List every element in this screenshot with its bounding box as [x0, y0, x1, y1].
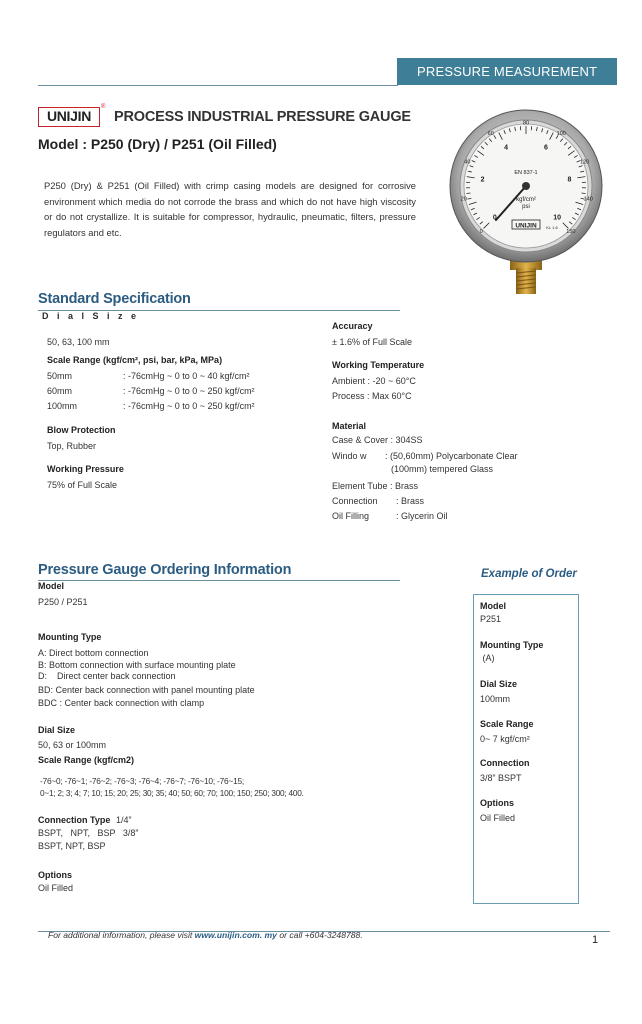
dial-number-psi: 120	[580, 159, 590, 166]
case-cover-material: Case & Cover : 304SS	[332, 435, 423, 445]
connection-options-three-eighth: BSPT, NPT, BSP	[38, 841, 106, 851]
example-field-label: Options	[480, 798, 514, 808]
window-value-large: (100mm) tempered Glass	[391, 464, 494, 474]
dial-number-psi: 100	[556, 131, 566, 138]
product-description: P250 (Dry) & P251 (Oil Filled) with crimp casing models are designed for corrosive environment which media do not corrode the brass and which do not have high viscosity or do not crystallize. It is suitable for compressor, hydraulic, pneumatic, filters, pressure regulators and etc.	[44, 180, 416, 238]
dial-units-bottom: psi	[522, 204, 530, 210]
oil-filling-key: Oil Filling	[332, 511, 370, 521]
dial-size-value: 50, 63, 100 mm	[47, 337, 110, 347]
dial-brand: UNIJIN	[515, 222, 537, 230]
example-field-value: 0~ 7 kgf/cm²	[480, 734, 530, 744]
connection-size-quarter: 1/4”	[116, 815, 132, 825]
working-pressure-label: Working Pressure	[47, 464, 124, 474]
order-model-label: Model	[38, 581, 64, 591]
accuracy-label: Accuracy	[332, 321, 373, 331]
mounting-type-label: Mounting Type	[38, 632, 102, 642]
scale-range-list-pressure: 0~1; 2; 3; 4; 7; 10; 15; 20; 25; 30; 35; 40; 50; 60; 70; 100; 150; 250; 300; 400.	[40, 788, 304, 798]
scale-row-size: 100mm	[47, 401, 78, 411]
mounting-option: BD: Center back connection with panel mounting plate	[38, 685, 255, 695]
dial-number-kgf: 10	[553, 214, 562, 222]
example-field-value: (A)	[480, 653, 495, 663]
blow-protection-value: Top, Rubber	[47, 441, 97, 451]
scale-row-range: : -76cmHg ~ 0 to 0 ~ 250 kgf/cm²	[123, 401, 255, 411]
footer-contact	[48, 930, 363, 940]
dial-number-psi: 60	[487, 131, 494, 138]
material-label: Material	[332, 421, 367, 431]
example-field-label: Dial Size	[480, 679, 518, 689]
example-field-label: Scale Range	[480, 719, 534, 729]
page-title: PROCESS INDUSTRIAL PRESSURE GAUGE	[114, 109, 411, 125]
pressure-gauge-image	[448, 108, 604, 296]
dial-size-label: D i a l S i z e	[42, 311, 140, 321]
needle-hub	[522, 182, 530, 190]
footer-prefix: For additional information, please visit	[48, 930, 195, 940]
ambient-temperature: Ambient : -20 ~ 60°C	[332, 376, 416, 386]
standard-spec-title: Standard Specification	[38, 291, 191, 307]
website-link[interactable]: www.unijin.com. my	[194, 930, 277, 940]
mounting-option: D: Direct center back connection	[38, 671, 176, 681]
section-banner: PRESSURE MEASUREMENT	[397, 58, 617, 85]
example-field-value: 100mm	[480, 694, 511, 704]
dial-number-psi: 80	[522, 120, 530, 127]
ordering-info-divider	[38, 580, 400, 581]
dial-class: KL 1.6	[546, 225, 558, 230]
model-title: Model : P250 (Dry) / P251 (Oil Filled)	[38, 136, 277, 152]
mounting-option: A: Direct bottom connection	[38, 648, 149, 658]
scale-range-list-vacuum: -76~0; -76~1; -76~2; -76~3; -76~4; -76~7; -76~10; -76~15;	[40, 776, 245, 786]
dial-number-kgf: 2	[480, 176, 485, 184]
dial-number-psi: 140	[583, 196, 593, 203]
mounting-option: BDC : Center back connection with clamp	[38, 698, 205, 708]
scale-row-size: 50mm	[47, 371, 73, 381]
dial-number-kgf: 4	[504, 144, 508, 152]
process-temperature: Process : Max 60°C	[332, 391, 412, 401]
scale-row-range: : -76cmHg ~ 0 to 0 ~ 250 kgf/cm²	[123, 386, 255, 396]
connection-options-quarter: BSPT, NPT, BSP 3/8”	[38, 828, 139, 838]
scale-row-range: : -76cmHg ~ 0 to 0 ~ 40 kgf/cm²	[123, 371, 250, 381]
scale-row-size: 60mm	[47, 386, 73, 396]
example-field-value: Oil Filled	[480, 813, 516, 823]
scale-range-label: Scale Range (kgf/cm², psi, bar, kPa, MPa)	[47, 355, 223, 365]
dial-number-kgf: 6	[544, 144, 548, 152]
oil-filling-value: : Glycerin Oil	[396, 511, 448, 521]
registered-mark: ®	[101, 104, 106, 110]
example-field-label: Connection	[480, 758, 530, 768]
example-field-value: P251	[480, 614, 502, 624]
dial-units-top: kgf/cm²	[516, 197, 536, 203]
dial-tick	[582, 193, 586, 194]
dial-number-psi: 150	[566, 228, 576, 235]
working-pressure-value: 75% of Full Scale	[47, 480, 118, 490]
order-dial-size-value: 50, 63 or 100mm	[38, 740, 107, 750]
dial-number-kgf: 0	[492, 214, 497, 222]
connection-material-value: : Brass	[396, 496, 425, 506]
window-key: Windo w	[332, 451, 367, 461]
dial-standard: EN 837-1	[514, 170, 538, 176]
connection-type-label: Connection Type	[38, 815, 111, 825]
example-order-title: Example of Order	[481, 568, 577, 580]
options-label: Options	[38, 870, 72, 880]
dial-tick	[466, 193, 470, 194]
dial-number-kgf: 8	[567, 176, 572, 184]
example-field-label: Model	[480, 601, 506, 611]
example-field-label: Mounting Type	[480, 640, 544, 650]
window-value-small: : (50,60mm) Polycarbonate Clear	[385, 451, 518, 461]
order-dial-size-label: Dial Size	[38, 725, 76, 735]
accuracy-value: ± 1.6% of Full Scale	[332, 337, 412, 347]
dial-number-psi: 20	[460, 196, 467, 203]
brand-logo: UNIJIN	[38, 107, 100, 127]
header-divider	[38, 85, 398, 86]
dial-number-psi: 0	[479, 228, 483, 235]
example-field-value: 3/8” BSPT	[480, 773, 522, 783]
page-number: 1	[592, 934, 599, 946]
blow-protection-label: Blow Protection	[47, 425, 116, 435]
dial-number-psi: 40	[464, 159, 471, 166]
order-scale-range-label: Scale Range (kgf/cm2)	[38, 755, 135, 765]
order-model-value: P250 / P251	[38, 597, 88, 607]
connection-material-key: Connection	[332, 496, 378, 506]
mounting-option: B: Bottom connection with surface mounting plate	[38, 660, 236, 670]
ordering-info-title: Pressure Gauge Ordering Information	[38, 562, 292, 578]
working-temperature-label: Working Temperature	[332, 360, 425, 370]
options-value: Oil Filled	[38, 883, 74, 893]
element-tube-material: Element Tube : Brass	[332, 481, 419, 491]
footer-suffix: or call +604-3248788.	[276, 930, 363, 940]
